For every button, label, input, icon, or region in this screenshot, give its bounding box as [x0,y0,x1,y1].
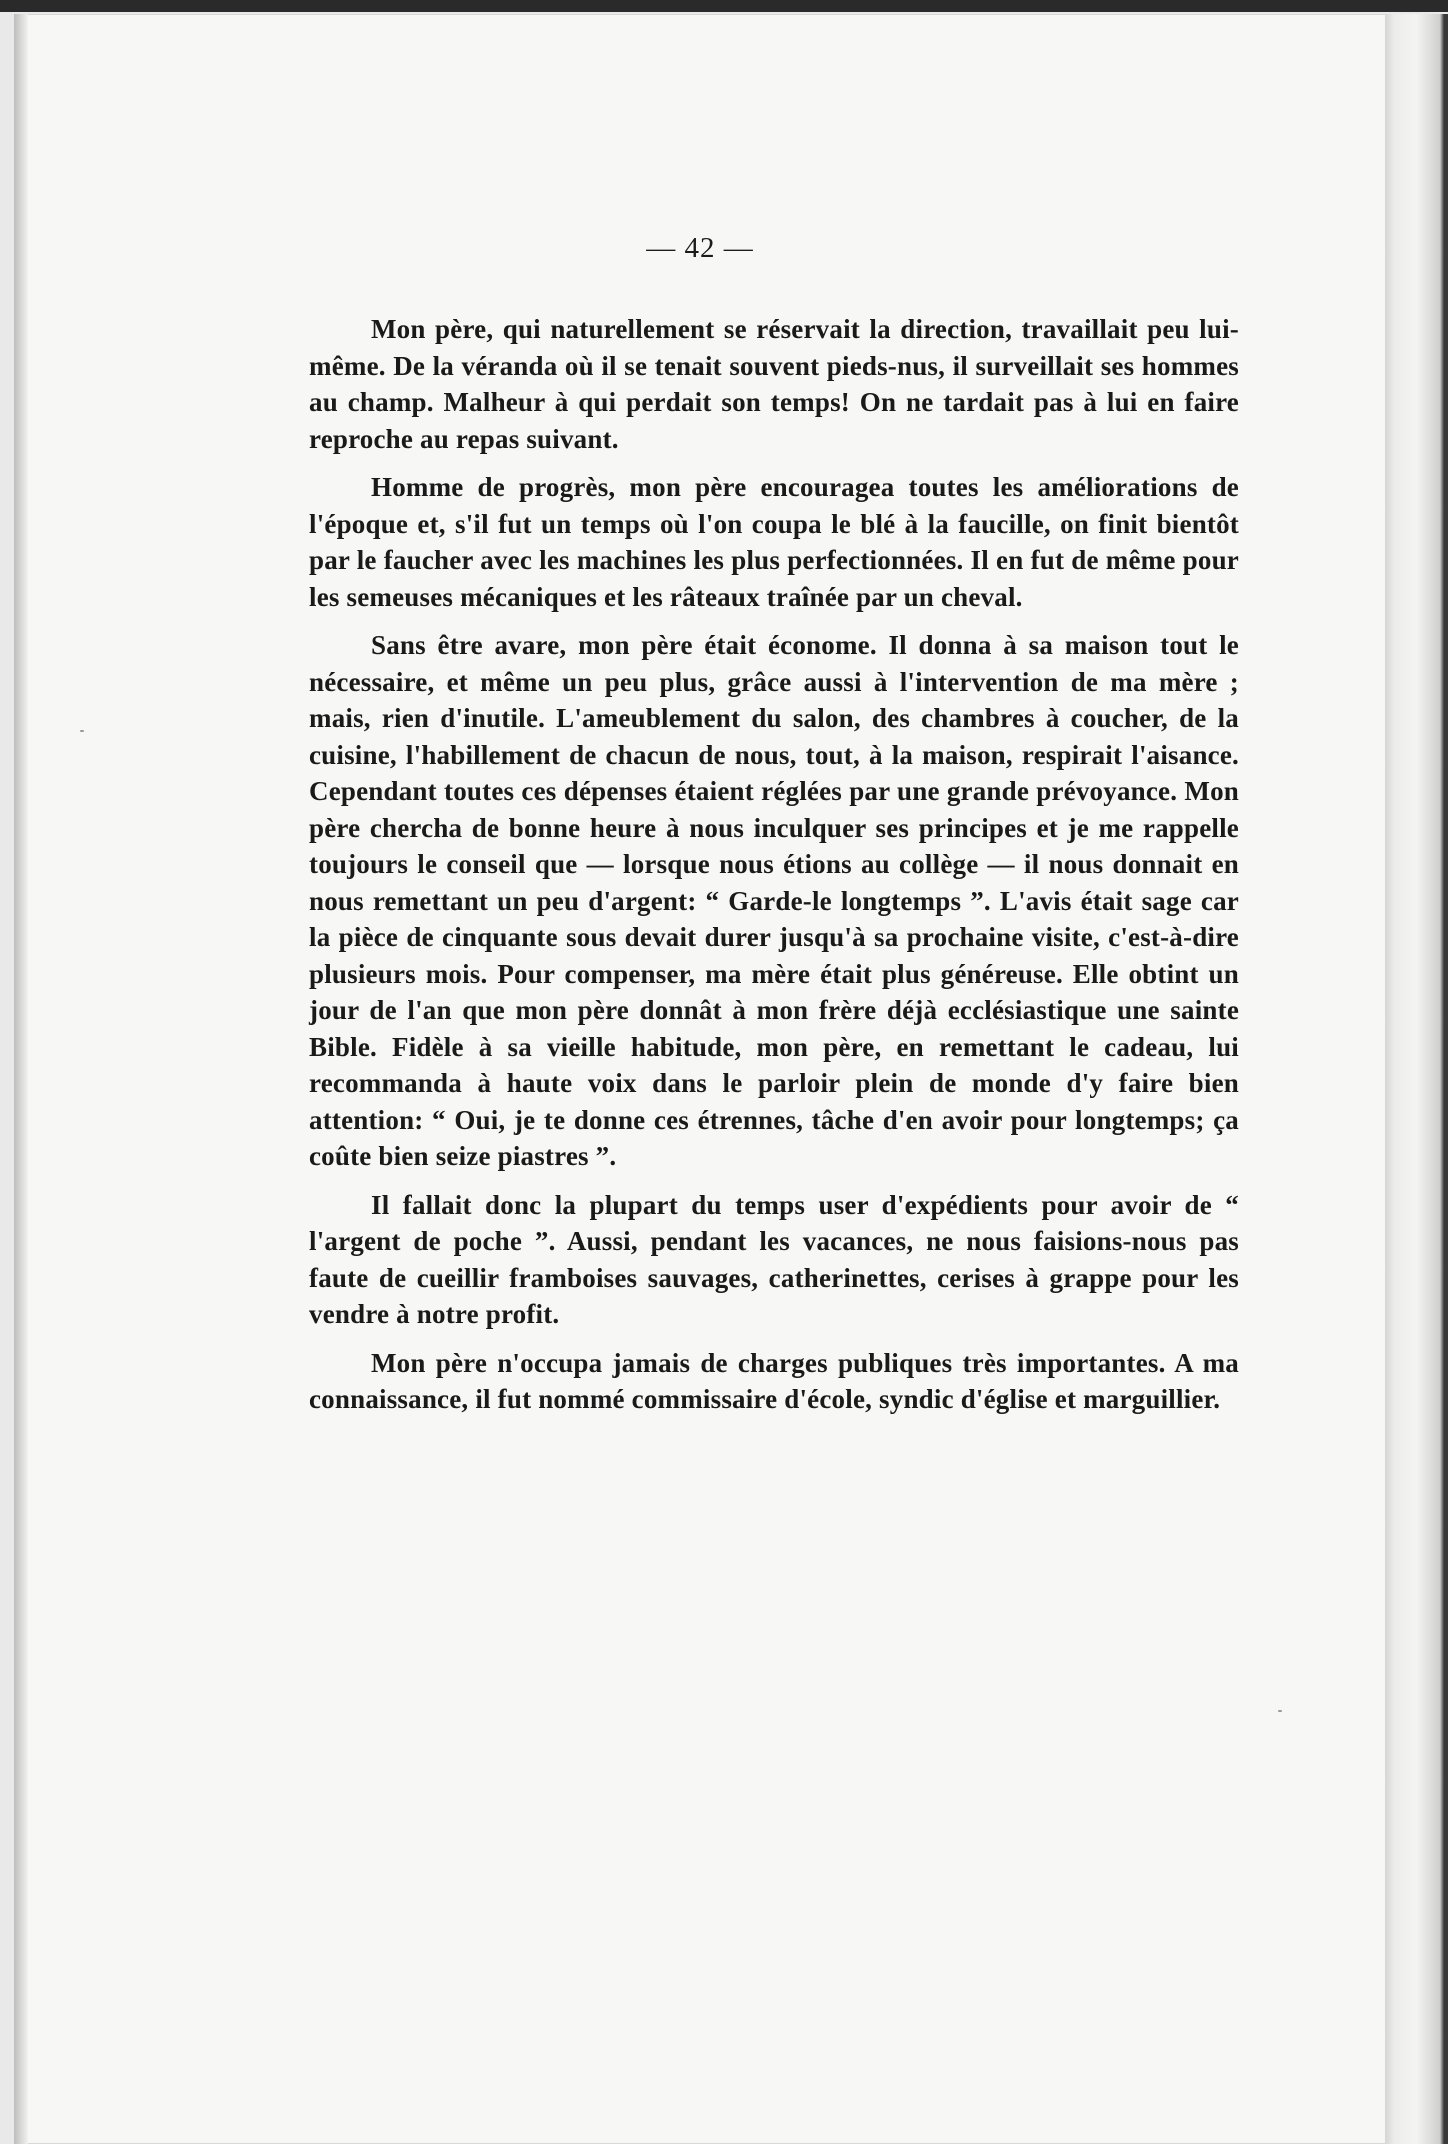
page-right-edge [1386,14,1448,2144]
paragraph-2: Homme de progrès, mon père encouragea toutes les améliorations de l'époque et, s'il fut un temps où l'on coupa le blé à la faucille, on finit bientôt par le faucher avec les machines les plus perfectionnées. Il en fut de même pour les semeuses mécaniques et les râteaux traînée par un cheval. [309,472,1239,612]
scan-speck [1278,1710,1282,1712]
paragraph-1: Mon père, qui naturellement se réservait la direction, travaillait peu lui-même. De la véranda où il se tenait souvent pieds-nus, il surveillait ses hommes au champ. Malheur à qui perdait son temps! On ne tardait pas à lui en faire reproche au repas suivant. [309,314,1239,454]
paragraph-3: Sans être avare, mon père était économe. Il donna à sa maison tout le nécessaire, et même un peu plus, grâce aussi à l'intervention de ma mère ; mais, rien d'inutile. L'ameublement du salon, des chambres à coucher, de la cuisine, l'habillement de chacun de nous, tout, à la maison, respirait l'aisance. Cependant toutes ces dépenses étaient réglées par une grande prévoyance. Mon père chercha de bonne heure à nous inculquer ses principes et je me rappelle toujours le conseil que — lorsque nous étions au collège — il nous donnait en nous remettant un peu d'argent: “ Garde-le longtemps ”. L'avis était sage car la pièce de cinquante sous devait durer jusqu'à sa prochaine visite, c'est-à-dire plusieurs mois. Pour compenser, ma mère était plus généreuse. Elle obtint un jour de l'an que mon père donnât à mon frère déjà ecclésiastique une sainte Bible. Fidèle à sa vieille habitude, mon père, en remettant le cadeau, lui recommanda à haute voix dans le parloir plein de monde d'y faire bien attention: “ Oui, je te donne ces étrennes, tâche d'en avoir pour longtemps; ça coûte bien seize piastres ”. [309,630,1239,1171]
paragraph-5: Mon père n'occupa jamais de charges publiques très importantes. A ma connaissance, il fut nommé commissaire d'école, syndic d'église et marguillier. [309,1347,1239,1414]
scan-speck [80,730,84,732]
page-number: — 42 — [646,232,754,264]
page-binding-shadow [14,14,28,2144]
paragraph-4: Il fallait donc la plupart du temps user d'expédients pour avoir de “ l'argent de poche ”. Aussi, pendant les vacances, ne nous faisions-nous pas faute de cueillir framboises sauvages, catherinettes, cerises à grappe pour les vendre à notre profit. [309,1189,1239,1329]
body-text [309,311,1239,1430]
book-page [14,14,1386,2144]
